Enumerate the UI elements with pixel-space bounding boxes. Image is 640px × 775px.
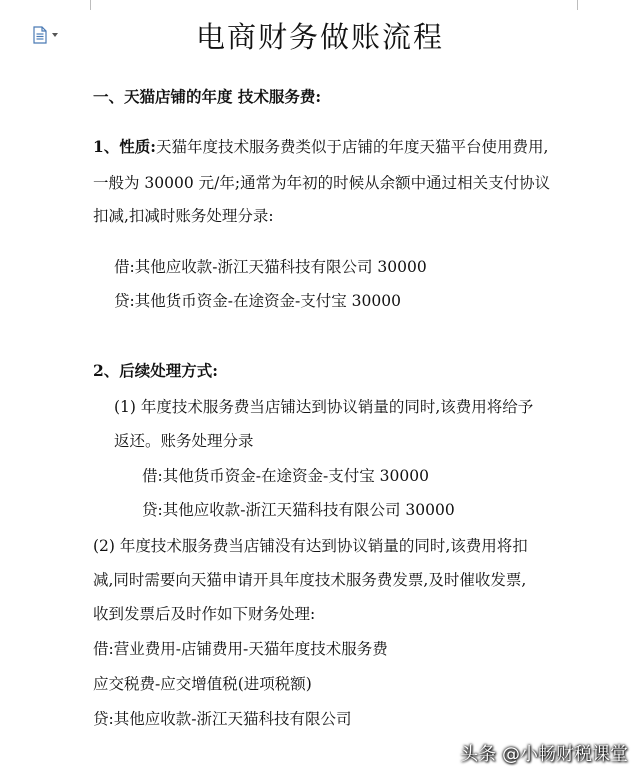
case1-credit: 贷:其他应收款-浙江天猫科技有限公司 30000 [142, 501, 455, 519]
section2-heading: 2、后续处理方式: [93, 361, 219, 380]
nature-label: 1、性质: [93, 137, 157, 156]
nature-text: 天猫年度技术服务费类似于店铺的年度天猫平台使用费用, [156, 138, 549, 156]
page-corner-mark-left [90, 0, 91, 10]
entry1-credit: 贷:其他货币资金-在途资金-支付宝 30000 [114, 292, 401, 310]
case2-line3: 收到发票后及时作如下财务处理: [93, 605, 316, 623]
case2-line1: (2) 年度技术服务费当店铺没有达到协议销量的同时,该费用将扣 [93, 537, 528, 555]
case1-line2: 返还。账务处理分录 [114, 432, 254, 450]
nature-paragraph-line3: 扣减,扣减时账务处理分录: [93, 207, 274, 225]
case1-line1: (1) 年度技术服务费当店铺达到协议销量的同时,该费用将给予 [114, 398, 534, 416]
nature-paragraph-line1 [93, 137, 548, 157]
section1-heading: 一、天猫店铺的年度 技术服务费: [93, 87, 322, 106]
page-title: 电商财务做账流程 [195, 20, 444, 54]
case2-debit: 借:营业费用-店铺费用-天猫年度技术服务费 [93, 640, 388, 658]
case1-debit: 借:其他货币资金-在途资金-支付宝 30000 [142, 467, 429, 485]
nature-paragraph-line2: 一般为 30000 元/年;通常为年初的时候从余额中通过相关支付协议 [93, 174, 551, 192]
entry1-debit: 借:其他应收款-浙江天猫科技有限公司 30000 [114, 258, 427, 276]
page-corner-mark-right [577, 0, 578, 10]
case2-credit: 贷:其他应收款-浙江天猫科技有限公司 [93, 710, 352, 728]
watermark: 头条 @小畅财税课堂 [460, 744, 628, 765]
case2-tax: 应交税费-应交增值税(进项税额) [93, 675, 312, 693]
case2-line2: 减,同时需要向天猫申请开具年度技术服务费发票,及时催收发票, [93, 571, 527, 589]
